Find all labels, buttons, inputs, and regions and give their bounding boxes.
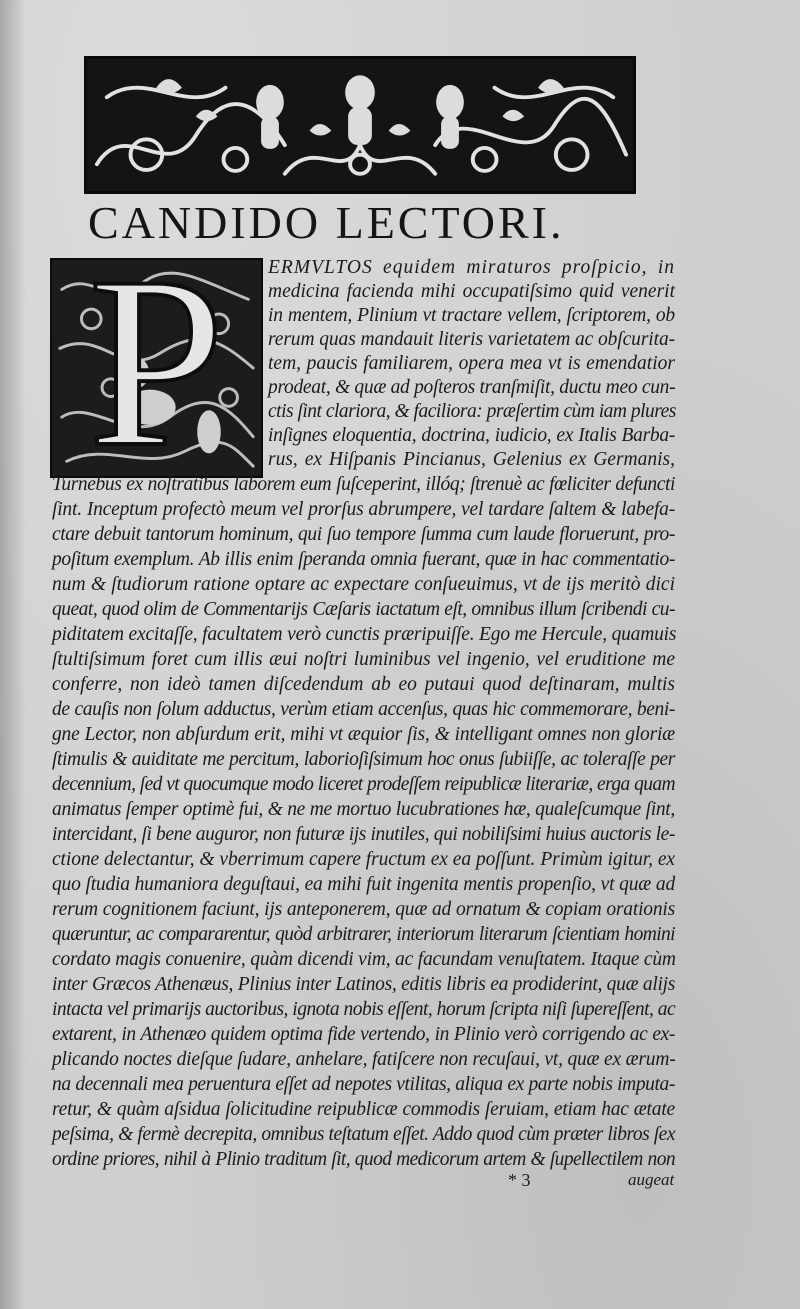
- text-line: tem, paucis familiarem, opera mea vt is emendatior: [268, 353, 675, 374]
- catchword: augeat: [628, 1170, 675, 1189]
- text-line: intacta vel primarijs auctoribus, ignota nobis eſſent, horum ſcripta niſi ſupereſſent, ac: [52, 999, 676, 1020]
- text-line: peſsima, & fermè decrepita, omnibus teſtatum eſſet. Addo quod cùm præter libros ſex: [52, 1124, 675, 1145]
- page-title: CANDIDO LECTORI.: [88, 197, 565, 248]
- text-line: Turnebus ex noſtratibus laborem eum ſuſceperint, illóq; ſtrenuè ac fœliciter defuncti: [52, 474, 675, 495]
- text-line: de cauſis non ſolum adductus, verùm etiam accenſus, quas hic commemorare, beni-: [52, 699, 675, 720]
- text-line: ctare debuit tantorum hominum, qui ſuo tempore ſumma cum laude floruerunt, pro-: [52, 524, 675, 545]
- text-line: retur, & quàm aſsidua ſolicitudine reipublicæ commodis ſeruiam, etiam hac ætate: [52, 1099, 675, 1120]
- text-line: cordato magis conuenire, quàm dicendi vim, ac facundam venuſtatem. Itaque cùm: [52, 949, 676, 970]
- text-line: ctis ſint clariora, & faciliora: præſertim cùm iam plures: [268, 401, 676, 422]
- initial-letter: P: [88, 225, 225, 497]
- text-line: plicando noctes dieſque ſudare, anhelare, fatiſcere non recuſaui, vt, quæ ex ærum-: [52, 1049, 676, 1070]
- text-line: rus, ex Hiſpanis Pincianus, Gelenius ex Germanis,: [268, 449, 675, 470]
- text-line: ſint. Inceptum profectò meum vel prorſus abrumpere, vel tardare ſaltem & labefa-: [52, 499, 675, 520]
- signature-mark: * 3: [508, 1170, 531, 1190]
- text-line: quo ſtudia humaniora deguſtaui, ea mihi fuit ingenita mentis propenſio, vt quæ ad: [52, 874, 675, 895]
- text-line: prodeat, & quæ ad poſteros tranſmiſit, ductu meo cun-: [268, 377, 676, 398]
- text-line: quæruntur, ac compararentur, quòd arbitrarer, interiorum literarum ſcientiam homini: [52, 924, 675, 945]
- text-line: inter Græcos Athenæus, Plinius inter Latinos, editis libris ea prodiderint, quæ alijs: [52, 974, 675, 995]
- text-line: animatus ſemper optimè fui, & ne me mortuo lucubrationes hæ, qualeſcumque ſint,: [52, 799, 675, 820]
- text-line: ordine priores, nihil à Plinio traditum ſit, quod medicorum artem & ſupellectilem non: [52, 1149, 675, 1170]
- text-line: ERMVLTOS equidem miraturos proſpicio, in: [268, 257, 675, 278]
- text-line: decennium, ſed vt quocumque modo liceret prodeſſem reipublicæ literariæ, erga quam: [52, 774, 675, 795]
- text-line: extarent, in Athenæo quidem optima fide vertendo, in Plinio verò corrigendo ac ex-: [52, 1024, 675, 1045]
- text-line: inſignes eloquentia, doctrina, iudicio, ex Italis Barba-: [268, 425, 675, 446]
- text-line: rerum cognitionem faciunt, ijs anteponerem, quæ ad ornatum & copiam orationis: [52, 899, 675, 920]
- text-line: gne Lector, non abſurdum erit, mihi vt æquior ſis, & intelligant omnes non gloriæ: [52, 724, 675, 745]
- text-line: queat, quod olim de Commentarijs Cæſaris iactatum eſt, omnibus illum ſcribendi cu-: [52, 599, 675, 620]
- text-line: in mentem, Plinium vt tractare vellem, ſcriptorem, ob: [268, 305, 675, 326]
- text-line: num & ſtudiorum ratione optare ac expectare conſueuimus, vt de ijs meritò dici: [52, 574, 675, 595]
- text-line: ctione delectantur, & vberrimum capere fructum ex ea poſſunt. Primùm igitur, ex: [52, 849, 675, 870]
- decorated-initial: [50, 225, 263, 497]
- binding-shadow: [0, 0, 26, 1309]
- text-line: conferre, non ideò tamen diſcedendum ab eo putaui quod deſtinaram, multis: [52, 674, 675, 695]
- text-line: ſtultiſsimum foret cum illis æui noſtri luminibus vel ingenio, vel eruditione me: [52, 649, 675, 670]
- ornamental-headpiece: [84, 56, 636, 194]
- text-line: rerum quas mandauit literis varietatem ac obſcurita-: [268, 329, 675, 350]
- text-line: ſtimulis & auiditate me percitum, laborioſiſsimum hoc onus ſubiiſſe, ac toleraſſe per: [52, 749, 675, 770]
- text-line: na decennali mea peruentura eſſet ad nepotes vtilitas, aliqua ex parte nobis imputa-: [52, 1074, 675, 1095]
- text-line: medicina facienda mihi occupatiſsimo quid venerit: [268, 281, 675, 302]
- text-line: piditatem excitaſſe, facultatem verò cunctis præripuiſſe. Ego me Hercule, quamuis: [52, 624, 677, 645]
- text-line: intercidant, ſi bene auguror, non futuræ ijs inutiles, qui nobiliſsimi huius auctoris le-: [52, 824, 675, 845]
- text-line: poſitum exemplum. Ab illis enim ſperanda omnia fuerant, quæ in hac commentatio-: [52, 549, 675, 570]
